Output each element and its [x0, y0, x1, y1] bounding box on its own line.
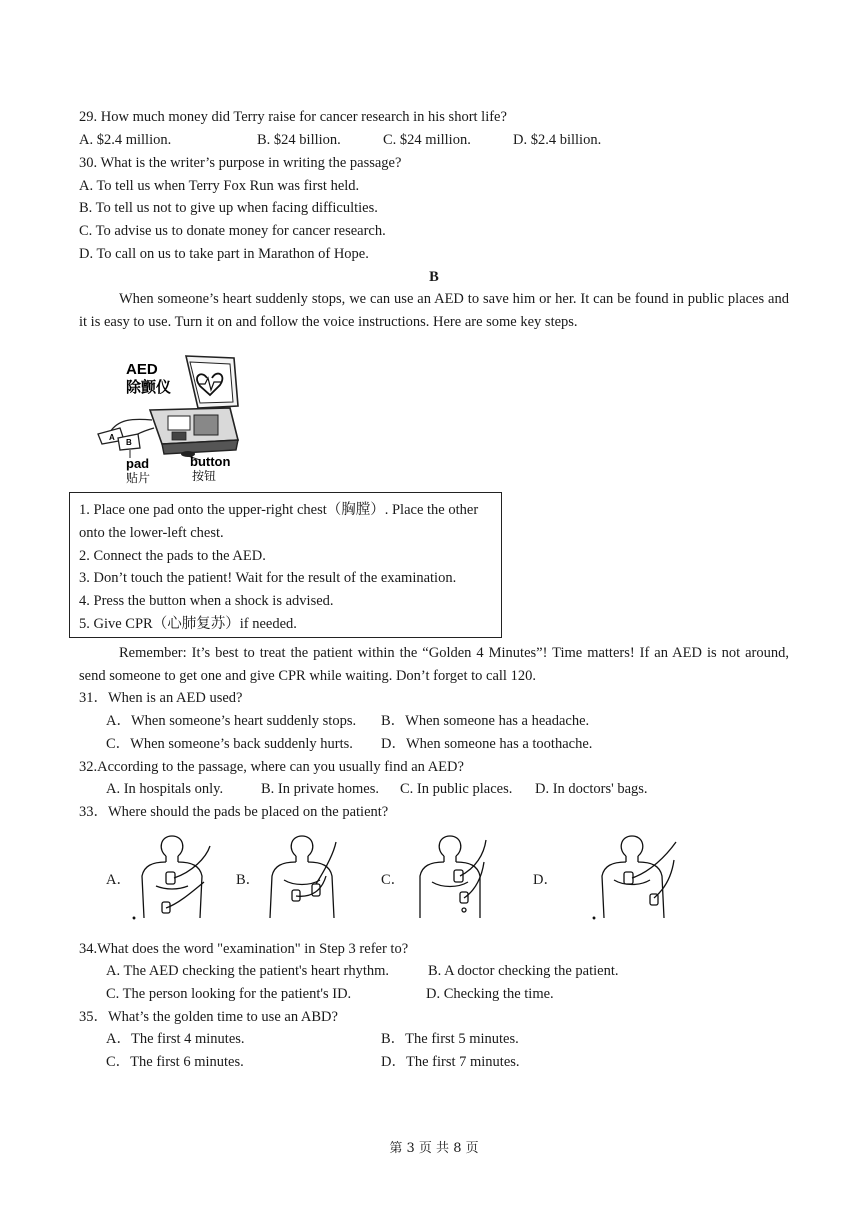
q31-option-a: A．When someone’s heart suddenly stops.: [106, 713, 357, 729]
pad-icon: [292, 890, 300, 901]
step-1: 1. Place one pad onto the upper-right chest（胸膛）. Place the other: [79, 502, 479, 518]
pad-label: pad: [126, 456, 150, 471]
aed-device-illustration: [90, 348, 260, 488]
step-1-cont: onto the lower-left chest.: [79, 525, 224, 541]
q34-option-c: C. The person looking for the patient's ID.: [106, 986, 352, 1002]
q33-option-b: B．: [236, 872, 261, 888]
remember-text: Remember: It’s best to treat the patient within the “Golden 4 Minutes”! Time matters! If an AED is not around, send someone to get one and give CPR while waiting. Don’t forget to call 120.: [79, 645, 789, 684]
q29-option-a: A. $2.4 million.: [79, 132, 172, 148]
q32-option-d: D. In doctors' bags.: [535, 781, 648, 797]
q30-option-a: A. To tell us when Terry Fox Run was first held.: [79, 178, 360, 194]
q29-option-d: D. $2.4 billion.: [513, 132, 602, 148]
q31-option-c: C．When someone’s back suddenly hurts.: [106, 736, 353, 752]
q31-option-d: D．When someone has a toothache.: [381, 736, 593, 752]
step-5: 5. Give CPR（心肺复苏）if needed.: [79, 616, 297, 632]
q32-option-b: B. In private homes.: [261, 781, 379, 797]
q35-question: 35．What’s the golden time to use an ABD?: [79, 1009, 338, 1025]
aed-label: AED: [126, 361, 158, 378]
q31-option-b: B．When someone has a headache.: [381, 713, 590, 729]
q30-option-d: D. To call on us to take part in Marathon of Hope.: [79, 246, 369, 262]
step-4: 4. Press the button when a shock is advised.: [79, 593, 334, 609]
q30-option-b: B. To tell us not to give up when facing difficulties.: [79, 200, 378, 216]
pad-icon: [624, 872, 633, 884]
pad-label-cn: 贴片: [126, 471, 151, 485]
q33-question: 33．Where should the pads be placed on the patient?: [79, 804, 389, 820]
q33-option-d: D．: [533, 872, 558, 888]
q32-option-a: A. In hospitals only.: [106, 781, 224, 797]
aed-label-cn: 除颤仪: [126, 378, 172, 396]
q34-option-d: D. Checking the time.: [426, 986, 554, 1002]
q35-option-d: D．The first 7 minutes.: [381, 1054, 520, 1070]
intro-paragraph: [79, 288, 789, 334]
q35-option-b: B．The first 5 minutes.: [381, 1031, 519, 1047]
q32-question: 32.According to the passage, where can you usually find an AED?: [79, 759, 464, 775]
page-footer: 第 3 页 共 8 页: [389, 1141, 479, 1156]
q29-option-b: B. $24 billion.: [257, 132, 341, 148]
aed-figure: [90, 348, 260, 493]
q30-question: 30. What is the writer’s purpose in writing the passage?: [79, 155, 402, 171]
q34-option-a: A. The AED checking the patient's heart rhythm.: [106, 963, 390, 979]
q34-question: 34.What does the word "examination" in Step 3 refer to?: [79, 941, 409, 957]
pad-letter-a: A: [109, 433, 115, 442]
q32-option-c: C. In public places.: [400, 781, 513, 797]
step-3: 3. Don’t touch the patient! Wait for the result of the examination.: [79, 570, 457, 586]
section-heading: B: [429, 269, 439, 285]
button-label: button: [190, 454, 231, 469]
q35-option-a: A．The first 4 minutes.: [106, 1031, 245, 1047]
intro-text: When someone’s heart suddenly stops, we can use an AED to save him or her. It can be found in public places and it is easy to use. Turn it on and follow the voice instructions. Here are some key steps.: [79, 291, 789, 330]
pad-icon: [454, 870, 463, 882]
q35-option-c: C．The first 6 minutes.: [106, 1054, 244, 1070]
torso-figure-d: [592, 832, 684, 929]
button-label-cn: 按钮: [192, 469, 217, 483]
q30-option-c: C. To advise us to donate money for cancer research.: [79, 223, 386, 239]
remember-paragraph: [79, 642, 789, 688]
q29-question: 29. How much money did Terry raise for cancer research in his short life?: [79, 109, 507, 125]
torso-figure-a: [132, 832, 220, 929]
step-2: 2. Connect the pads to the AED.: [79, 548, 266, 564]
q34-option-b: B. A doctor checking the patient.: [428, 963, 619, 979]
pad-icon: [166, 872, 175, 884]
q29-option-c: C. $24 million.: [383, 132, 471, 148]
q31-question: 31．When is an AED used?: [79, 690, 243, 706]
q33-option-a: A．: [106, 872, 131, 888]
q33-option-c: C．: [381, 872, 406, 888]
torso-figure-c: [410, 832, 498, 929]
pad-letter-b: B: [126, 438, 132, 447]
torso-figure-b: [262, 832, 350, 929]
